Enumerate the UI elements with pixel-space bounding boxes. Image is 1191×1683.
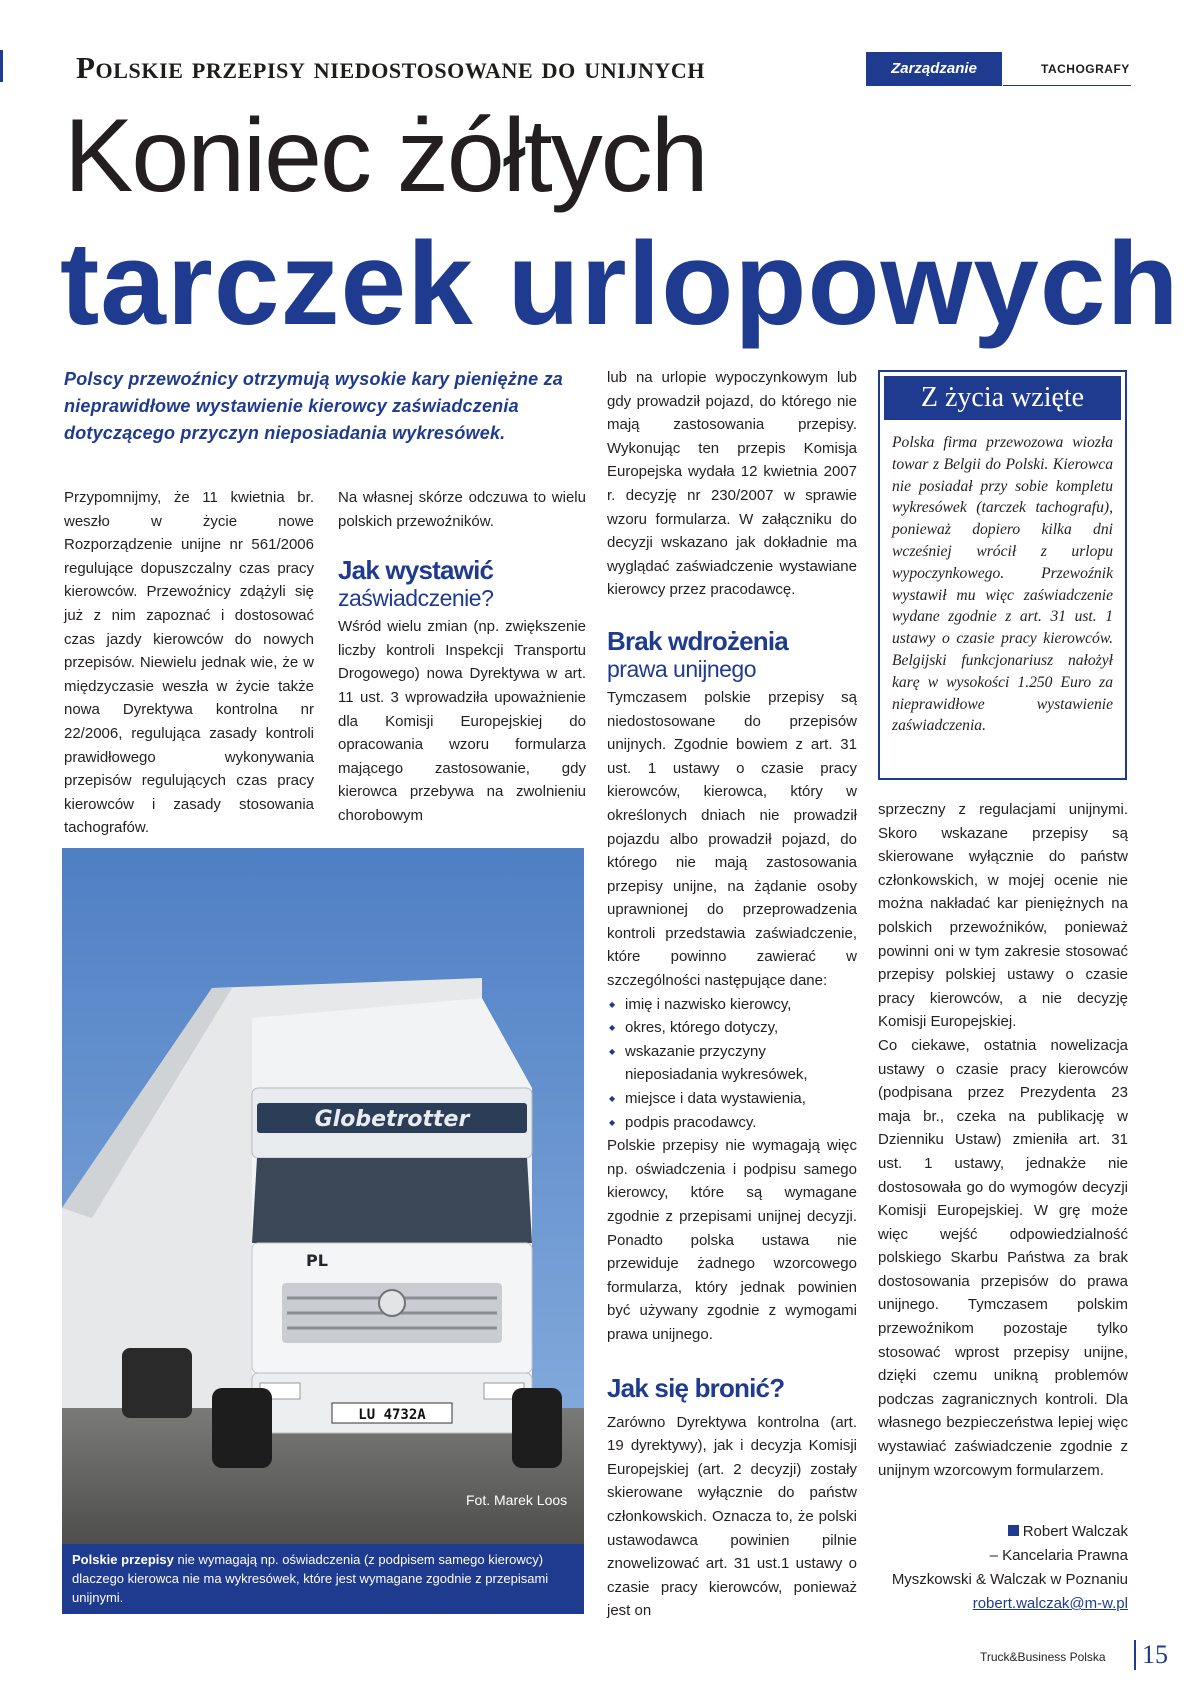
truck-photo (62, 848, 584, 1544)
list-item: ◆ imię i nazwisko kierowcy, (607, 993, 857, 1017)
author-signature (878, 1520, 1128, 1616)
sidebar-text: Polska firma przewozowa wiozła towar z Belgii do Polski. Kierowca nie posiadał przy sobie kompletu wykresówek (tarczek tachografu), ponieważ dopiero kilka dni wcześniej wrócił z urlopu wypoczynkowego. Przewoźnik wystawił mu więc zaświadczenie wydane zgodnie z art. 31 ust. 1 ustawy o czasie pracy kierowców. Belgijski funkcjonariusz nałożył karę w wysokości 1.250 Euro za nieprawidłowe wystawienie zaświadczenia. (892, 434, 1113, 735)
required-data-list (607, 993, 857, 1135)
subheading-zaswiadczenie: zaświadczenie? (338, 585, 494, 612)
column-2-paragraph-1: Na własnej skórze odczuwa to wielu polskich przewoźników. (338, 489, 586, 530)
caption-text: nie wymagają np. oświadczenia (z podpisem samego kierowcy) dlaczego kierowca nie ma wykresówek, które jest wymagane zgodnie z przepisami unijnymi. (72, 1552, 549, 1605)
subheading-jak-sie-bronic: Jak się bronić? (607, 1372, 785, 1403)
volvo-badge-icon (379, 1290, 405, 1316)
caption-lead: Polskie przepisy (72, 1552, 174, 1567)
signature-square-icon (1008, 1525, 1019, 1536)
title-line-2: tarczek urlopowych (60, 218, 1180, 350)
truck-illustration (62, 848, 584, 1544)
page-edge-marker (0, 50, 3, 82)
kicker-headline: Polskie przepisy niedostosowane do unijnych (76, 50, 706, 85)
column-3-paragraph-3: Polskie przepisy nie wymagają więc np. oświadczenia i podpisu samego kierowcy, które są wymagane zgodnie z przepisami unijnej decyzji. Ponadto polska ustawa nie przewiduje żadnego wzorcowego formularza, który jednak powinien być używany zgodnie z wymogami prawa unijnego. (607, 1137, 857, 1343)
column-1 (64, 486, 314, 840)
page-number: 15 (1134, 1640, 1168, 1670)
lead-paragraph: Polscy przewoźnicy otrzymują wysokie kary pieniężne za nieprawidłowe wystawienie kierowcy zaświadczenia dotyczącego przyczyn nieposiadania wykresówek. (64, 369, 563, 443)
photo-credit: Fot. Marek Loos (466, 1492, 568, 1508)
subheading-jak-wystawic: Jak wystawić (338, 555, 494, 586)
magazine-name: Truck&Business Polska (980, 1650, 1106, 1664)
column-4-paragraph-2: Co ciekawe, ostatnia nowelizacja ustawy o czasie pracy kierowców (podpisana przez Prezydenta 23 maja br., czeka na publikację w Dzienniku Ustaw) zmieniła art. 31 ust. 1 ustawy, jednakże nie dostosowała go do wymogów decyzji Komisji Europejskiej. W grę może więc wejść odpowiedzialność polskiego Skarbu Państwa za brak dostosowania przepisów do prawa unijnego. Tymczasem polskim przewoźnikom pozostaje tylko stosować wprost przepisy unijne, dzięki czemu unikną problemów podczas zagranicznych kontroli. Dla własnego bezpieczeństwa lepiej więc wystawiać zaświadczenie zgodnie z unijnym wzorcowym formularzem. (878, 1036, 1128, 1479)
author-name: Robert Walczak (1022, 1523, 1128, 1540)
author-email-link[interactable]: robert.walczak@m-w.pl (972, 1595, 1128, 1612)
column-3-paragraph-2: Tymczasem polskie przepisy są niedostosowane do przepisów unijnych. Zgodnie bowiem z art. 31 ust. 1 ustawy o czasie pracy kierowców, kierowca, który w określonych dniach nie prowadził pojazdu albo prowadził pojazd, do którego nie mają zastosowania przepisy unijne, na żądanie osoby uprawnionej do przeprowadzenia kontroli przedstawia zaświadczenie, które powinno zawierać w szczególności następujące dane: (607, 688, 857, 990)
title-line-1: Koniec żółtych (64, 98, 707, 214)
photo-caption (62, 1544, 584, 1614)
subheading-prawa-unijnego: prawa unijnego (607, 655, 757, 682)
truck-brand-text: Globetrotter (314, 1107, 470, 1132)
column-3 (607, 366, 857, 1623)
subsection-label: TACHOGRAFY (1003, 52, 1131, 86)
section-label: Zarządzanie (866, 52, 1002, 86)
list-item: ◆ wskazanie przyczyny nieposiadania wykresówek, (607, 1040, 857, 1087)
author-firm: – Kancelaria Prawna (989, 1547, 1128, 1564)
list-item: ◆ okres, którego dotyczy, (607, 1016, 857, 1040)
license-plate: LU 4732A (358, 1407, 426, 1423)
sidebar-box (878, 370, 1127, 780)
column-3-paragraph-4: Zarówno Dyrektywa kontrolna (art. 19 dyrektywy), jak i decyzja Komisji Europejskiej (art. 2 decyzji) zostały skierowane wyłącznie do państw członkowskich. Oznacza to, że polski ustawodawca powinien pilnie znowelizować art. 31 ust.1 ustawy o czasie pracy kierowców, ponieważ jest on (607, 1413, 857, 1620)
column-2-paragraph-2: Wśród wielu zmian (np. zwiększenie liczby kontroli Inspekcji Transportu Drogowego) nowa Dyrektywa w art. 11 ust. 3 wprowadziła upoważnienie dla Komisji Europejskiej do opracowania wzoru formularza mającego zastosowanie, gdy kierowca przebywa na zwolnieniu chorobowym (338, 618, 586, 824)
truck-country-code: PL (306, 1251, 328, 1270)
column-1-paragraph: Przypomnijmy, że 11 kwietnia br. weszło w życie nowe Rozporządzenie unijne nr 561/2006 regulujące dopuszczalny czas pracy kierowców. Przewoźnicy zdążyli się już z nim zapoznać i dostosować czas jazdy kierowców do nowych przepisów. Niewielu jednak wie, że w międzyczasie weszła w życie także nowa Dyrektywa kontrolna nr 22/2006, regulująca zasady kontroli prawidłowego wykonywania przepisów regulujących czas pracy kierowców i zasady stosowania tachografów. (64, 489, 314, 837)
sidebar-title: Z życia wzięte (884, 376, 1121, 420)
column-4 (878, 798, 1128, 1482)
column-3-paragraph-1: lub na urlopie wypoczynkowym lub gdy prowadził pojazd, do którego nie mają zastosowania przepisy. Wykonując ten przepis Komisja Europejska wydała 12 kwietnia 2007 r. decyzję nr 230/2007 w sprawie wzoru formularza. W załączniku do decyzji wskazano jak dokładnie ma wyglądać zaświadczenie wystawiane kierowcy przez pracodawcę. (607, 369, 857, 599)
list-item: ◆ podpis pracodawcy. (607, 1111, 857, 1135)
column-4-paragraph-1: sprzeczny z regulacjami unijnymi. Skoro wskazane przepisy są skierowane wyłącznie do państw członkowskich, w mojej ocenie nie można nakładać kar pieniężnych na polskich przewoźników, ponieważ powinni oni w tym zakresie stosować przepisy polskiej ustawy o czasie pracy kierowców, a nie decyzję Komisji Europejskiej. (878, 801, 1128, 1031)
subheading-brak-wdrozenia: Brak wdrożenia (607, 625, 788, 656)
column-2 (338, 486, 586, 828)
list-item: ◆ miejsce i data wystawienia, (607, 1087, 857, 1111)
author-firm-name: Myszkowski & Walczak w Poznaniu (891, 1571, 1128, 1588)
